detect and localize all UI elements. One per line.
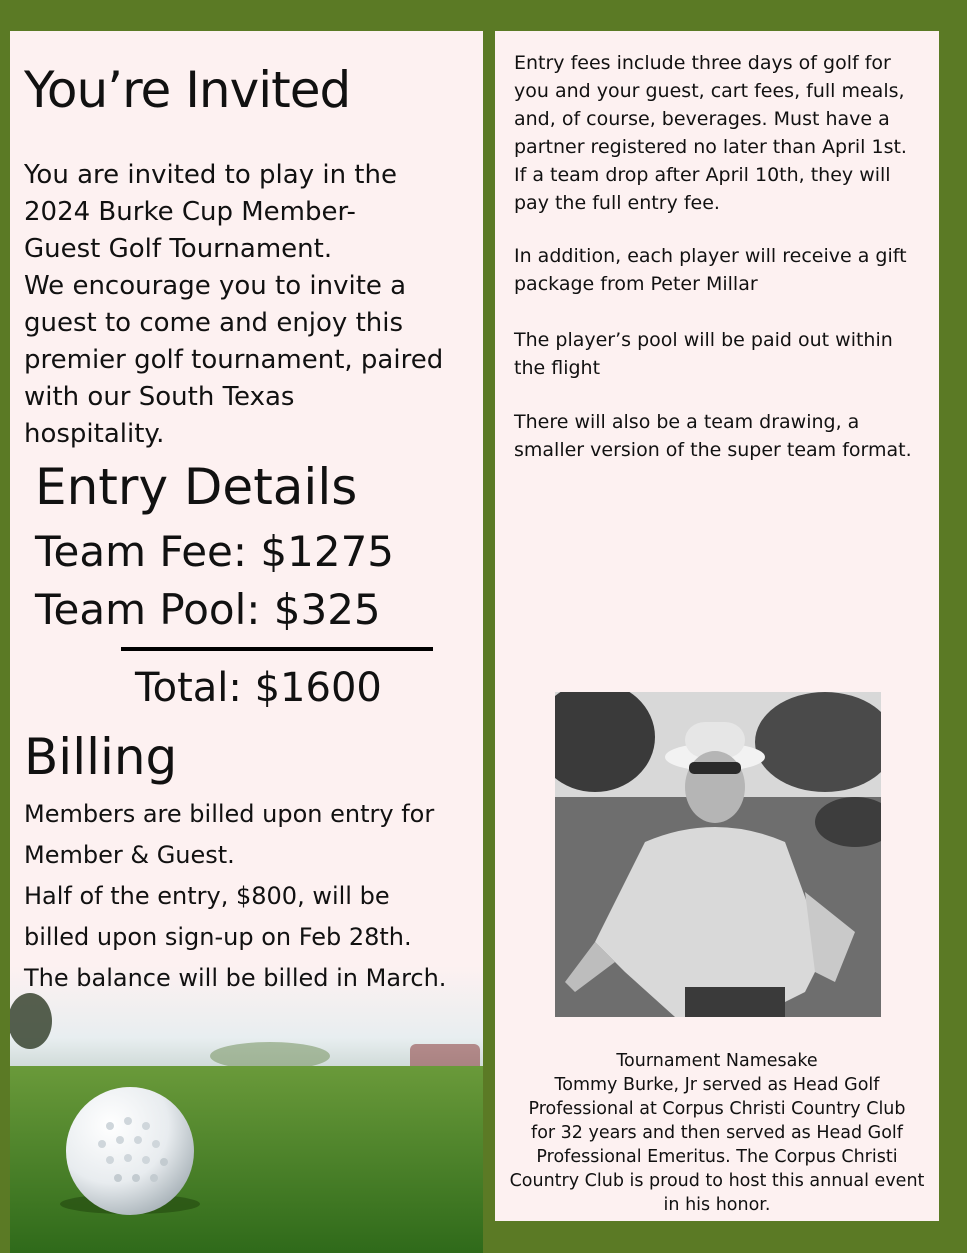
caption-line: Country Club is proud to host this annual event bbox=[509, 1171, 925, 1191]
caption-line: Tournament Namesake bbox=[616, 1051, 818, 1071]
billing-line: Members are billed upon entry for bbox=[24, 800, 435, 828]
team-fee: Team Fee: $1275 bbox=[35, 527, 395, 576]
billing-line: Half of the entry, $800, will be bbox=[24, 882, 390, 910]
caption-line: in his honor. bbox=[663, 1195, 771, 1215]
caption-line: for 32 years and then served as Head Golf bbox=[531, 1123, 903, 1143]
invite-line: We encourage you to invite a bbox=[24, 271, 407, 301]
invite-line: hospitality. bbox=[24, 419, 165, 449]
namesake-portrait-photo bbox=[555, 692, 881, 1017]
invite-title: You’re Invited bbox=[24, 61, 351, 119]
invite-line: with our South Texas bbox=[24, 382, 295, 412]
invite-line: premier golf tournament, paired bbox=[24, 345, 444, 375]
caption-line: Professional Emeritus. The Corpus Christi bbox=[536, 1147, 898, 1167]
billing-line: billed upon sign-up on Feb 28th. bbox=[24, 923, 412, 951]
entry-details-title: Entry Details bbox=[35, 458, 358, 516]
invite-line: Guest Golf Tournament. bbox=[24, 234, 333, 264]
golf-ball-photo bbox=[10, 966, 483, 1253]
team-pool: Team Pool: $325 bbox=[35, 585, 381, 634]
caption-line: Professional at Corpus Christi Country Club bbox=[528, 1099, 906, 1119]
left-panel bbox=[10, 31, 483, 1253]
billing-line: Member & Guest. bbox=[24, 841, 235, 869]
namesake-caption bbox=[503, 1049, 931, 1217]
players-pool-paragraph: The player’s pool will be paid out within the flight bbox=[514, 329, 893, 379]
invite-line: 2024 Burke Cup Member- bbox=[24, 197, 356, 227]
total-divider bbox=[121, 647, 433, 651]
invite-line: guest to come and enjoy this bbox=[24, 308, 404, 338]
gift-paragraph: In addition, each player will receive a gift package from Peter Millar bbox=[514, 245, 907, 295]
caption-line: Tommy Burke, Jr served as Head Golf bbox=[554, 1075, 880, 1095]
billing-title: Billing bbox=[24, 728, 178, 786]
entry-fees-paragraph: Entry fees include three days of golf for you and your guest, cart fees, full meals, and, of course, beverages. Must have a partner registered no later than April 1st. If a team drop after April 10th, they will pay the full entry fee. bbox=[514, 52, 907, 214]
team-drawing-paragraph: There will also be a team drawing, a smaller version of the super team format. bbox=[514, 411, 912, 461]
total: Total: $1600 bbox=[135, 665, 382, 711]
billing-line: The balance will be billed in March. bbox=[24, 964, 447, 992]
right-panel bbox=[495, 31, 939, 1221]
invite-line: You are invited to play in the bbox=[24, 160, 397, 190]
